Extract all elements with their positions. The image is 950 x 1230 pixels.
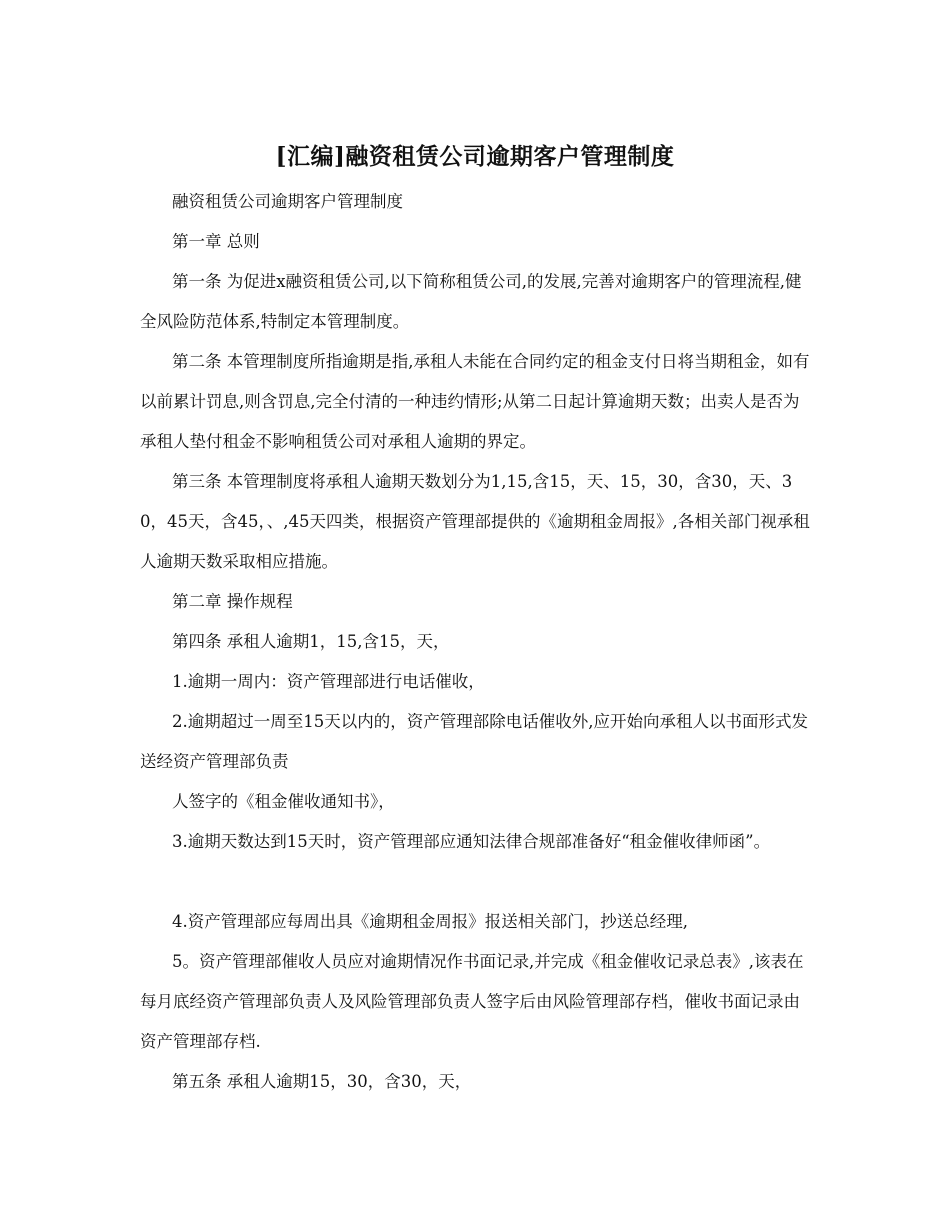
- paragraph-chapter-1: 第一章 总则: [172, 232, 260, 251]
- paragraph-item-1: 1.逾期一周内：资产管理部进行电话催收，: [172, 672, 485, 691]
- paragraph-article-1: 第一条 为促进x融资租赁公司,以下简称租赁公司,的发展,完善对逾期客户的管理流程,健全风险防范体系,特制定本管理制度。: [140, 272, 802, 331]
- paragraph-item-3: 3.逾期天数达到15天时，资产管理部应通知法律合规部准备好“租金催收律师函”。: [172, 832, 771, 851]
- paragraph-article-3: 第三条 本管理制度将承租人逾期天数划分为1,15,含15，天、15，30，含30，天、30，45天，含45，、,45天四类，根据资产管理部提供的《逾期租金周报》,各相关部门视承租人逾期天数采取相应措施。: [140, 472, 810, 571]
- paragraph-item-2: 2.逾期超过一周至15天以内的，资产管理部除电话催收外,应开始向承租人以书面形式发送经资产管理部负责: [140, 712, 808, 771]
- paragraph-article-5: 第五条 承租人逾期15，30，含30，天，: [172, 1072, 472, 1091]
- paragraph-article-4: 第四条 承租人逾期1，15,含15，天，: [172, 632, 450, 651]
- paragraph-item-2-cont: 人签字的《租金催收通知书》，: [172, 792, 395, 811]
- paragraph-subtitle: 融资租赁公司逾期客户管理制度: [172, 192, 403, 211]
- paragraph-article-2: 第二条 本管理制度所指逾期是指,承租人未能在合同约定的租金支付日将当期租金，如有以前累计罚息,则含罚息,完全付清的一种违约情形;从第二日起计算逾期天数；出卖人是否为承租人垫付租金不影响租赁公司对承租人逾期的界定。: [140, 352, 810, 451]
- paragraph-item-5: 5。资产管理部催收人员应对逾期情况作书面记录,并完成《租金催收记录总表》,该表在每月底经资产管理部负责人及风险管理部负责人签字后由风险管理部存档，催收书面记录由资产管理部存档.: [140, 952, 804, 1051]
- document-title: [汇编]融资租赁公司逾期客户管理制度: [275, 143, 675, 170]
- paragraph-item-4: 4.资产管理部应每周出具《逾期租金周报》报送相关部门，抄送总经理,: [172, 912, 688, 931]
- paragraph-chapter-2: 第二章 操作规程: [172, 592, 293, 611]
